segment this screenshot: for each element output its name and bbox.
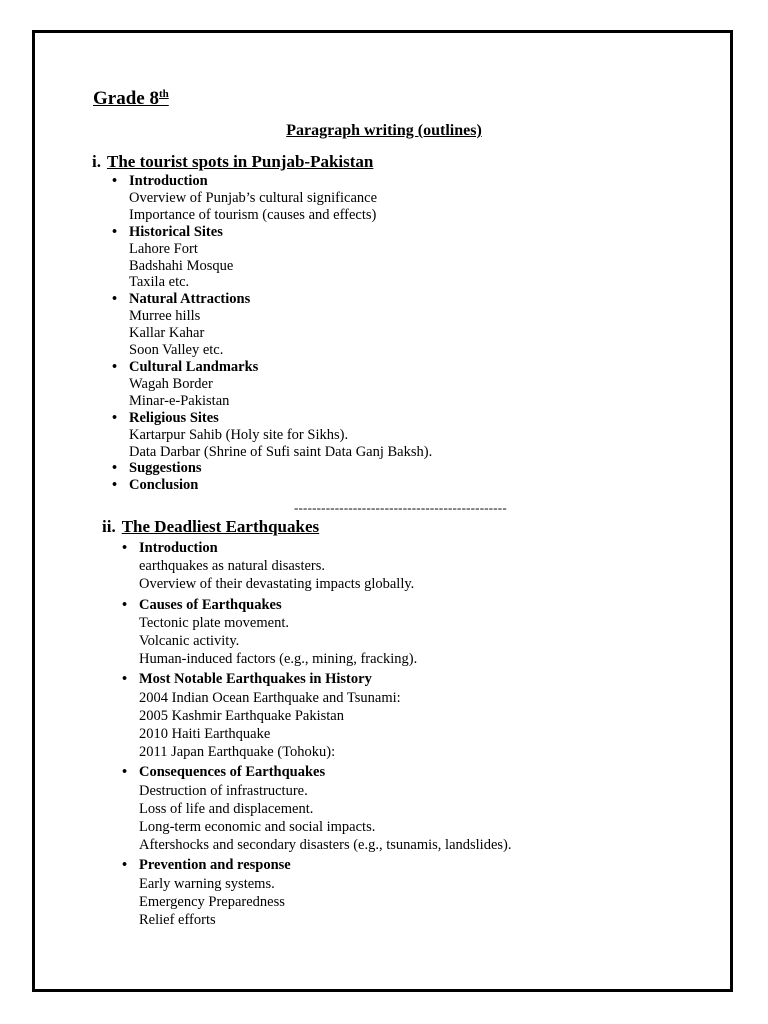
list-item-line: 2005 Kashmir Earthquake Pakistan [139,707,344,724]
bullet-icon: • [122,671,128,688]
section-number: i. [92,152,101,171]
list-item-line: Badshahi Mosque [129,257,234,274]
list-item [112,359,432,410]
list-item-line: Overview of Punjab’s cultural significance [129,189,378,206]
list-item-line: Loss of life and displacement. [139,800,314,817]
list-item-line: Murree hills [129,308,201,325]
list-item [122,670,511,761]
list-item-line: Destruction of infrastructure. [139,782,308,799]
bullet-icon: • [122,540,128,556]
list-item [112,460,432,477]
list-item-title: Most Notable Earthquakes in History [139,671,372,688]
grade-text: Grade 8 [93,88,159,109]
list-item [112,224,432,292]
bullet-icon: • [122,857,128,874]
section-number: ii. [102,517,116,536]
list-item-title: Religious Sites [129,409,219,426]
list-item [122,856,511,929]
list-item-line: Kartarpur Sahib (Holy site for Sikhs). [129,426,349,443]
list-item [122,596,511,669]
list-item [112,173,432,224]
bullet-icon: • [122,596,128,613]
list-item-line: Lahore Fort [129,240,198,257]
bullet-icon: • [112,291,118,308]
list-item-line: 2011 Japan Earthquake (Tohoku): [139,744,336,761]
list-item-line: Emergency Preparedness [139,893,285,910]
section-title: The tourist spots in Punjab-Pakistan [106,152,374,171]
grade-heading [93,88,169,110]
list-item-line: Aftershocks and secondary disasters (e.g., tsunamis, landslides). [139,837,512,854]
list-item-line: Volcanic activity. [139,633,240,650]
list-item-title: Prevention and response [139,857,291,874]
list-item-line: Relief efforts [139,912,216,929]
list-item-title: Introduction [139,540,218,556]
document-subtitle: Paragraph writing (outlines) [286,122,482,139]
grade-superscript: th [158,88,169,100]
list-item [122,539,511,594]
list-item-title: Conclusion [129,477,199,494]
list-item-line: 2010 Haiti Earthquake [139,726,271,743]
bullet-icon: • [112,460,118,477]
list-item [112,291,432,359]
bullet-icon: • [122,764,128,781]
list-item-line: Taxila etc. [129,274,190,291]
list-item-line: Tectonic plate movement. [139,614,289,631]
bullet-icon: • [112,477,118,494]
list-item [112,410,432,461]
list-item [112,477,432,494]
list-item-line: earthquakes as natural disasters. [139,558,326,575]
list-item-title: Causes of Earthquakes [139,596,282,613]
list-item-line: Overview of their devastating impacts globally. [139,576,415,593]
bullet-icon: • [112,358,118,375]
list-item-title: Introduction [129,173,208,189]
list-item-line: Soon Valley etc. [129,342,224,359]
section-divider: ----------------------------------------------- [294,500,507,515]
list-item-line: Human-induced factors (e.g., mining, fracking). [139,651,418,668]
section-heading-earthquakes [102,517,319,537]
outline-list-tourist-spots [112,173,432,494]
list-item-line: Data Darbar (Shrine of Sufi saint Data Ganj Baksh). [129,443,433,460]
list-item [122,763,511,854]
bullet-icon: • [112,409,118,426]
list-item-line: Early warning systems. [139,875,275,892]
bullet-icon: • [112,173,118,189]
list-item-title: Suggestions [129,460,202,477]
bullet-icon: • [112,223,118,240]
section-title: The Deadliest Earthquakes [121,517,320,536]
list-item-line: 2004 Indian Ocean Earthquake and Tsunami: [139,689,401,706]
section-heading-tourist-spots [92,152,373,172]
list-item-line: Minar-e-Pakistan [129,392,230,409]
list-item-line: Importance of tourism (causes and effects) [129,206,377,223]
list-item-line: Kallar Kahar [129,325,205,342]
list-item-title: Historical Sites [129,223,223,240]
list-item-title: Cultural Landmarks [129,358,259,375]
list-item-title: Consequences of Earthquakes [139,764,326,781]
list-item-line: Wagah Border [129,375,213,392]
list-item-title: Natural Attractions [129,291,251,308]
list-item-line: Long-term economic and social impacts. [139,819,376,836]
outline-list-earthquakes [122,539,511,929]
